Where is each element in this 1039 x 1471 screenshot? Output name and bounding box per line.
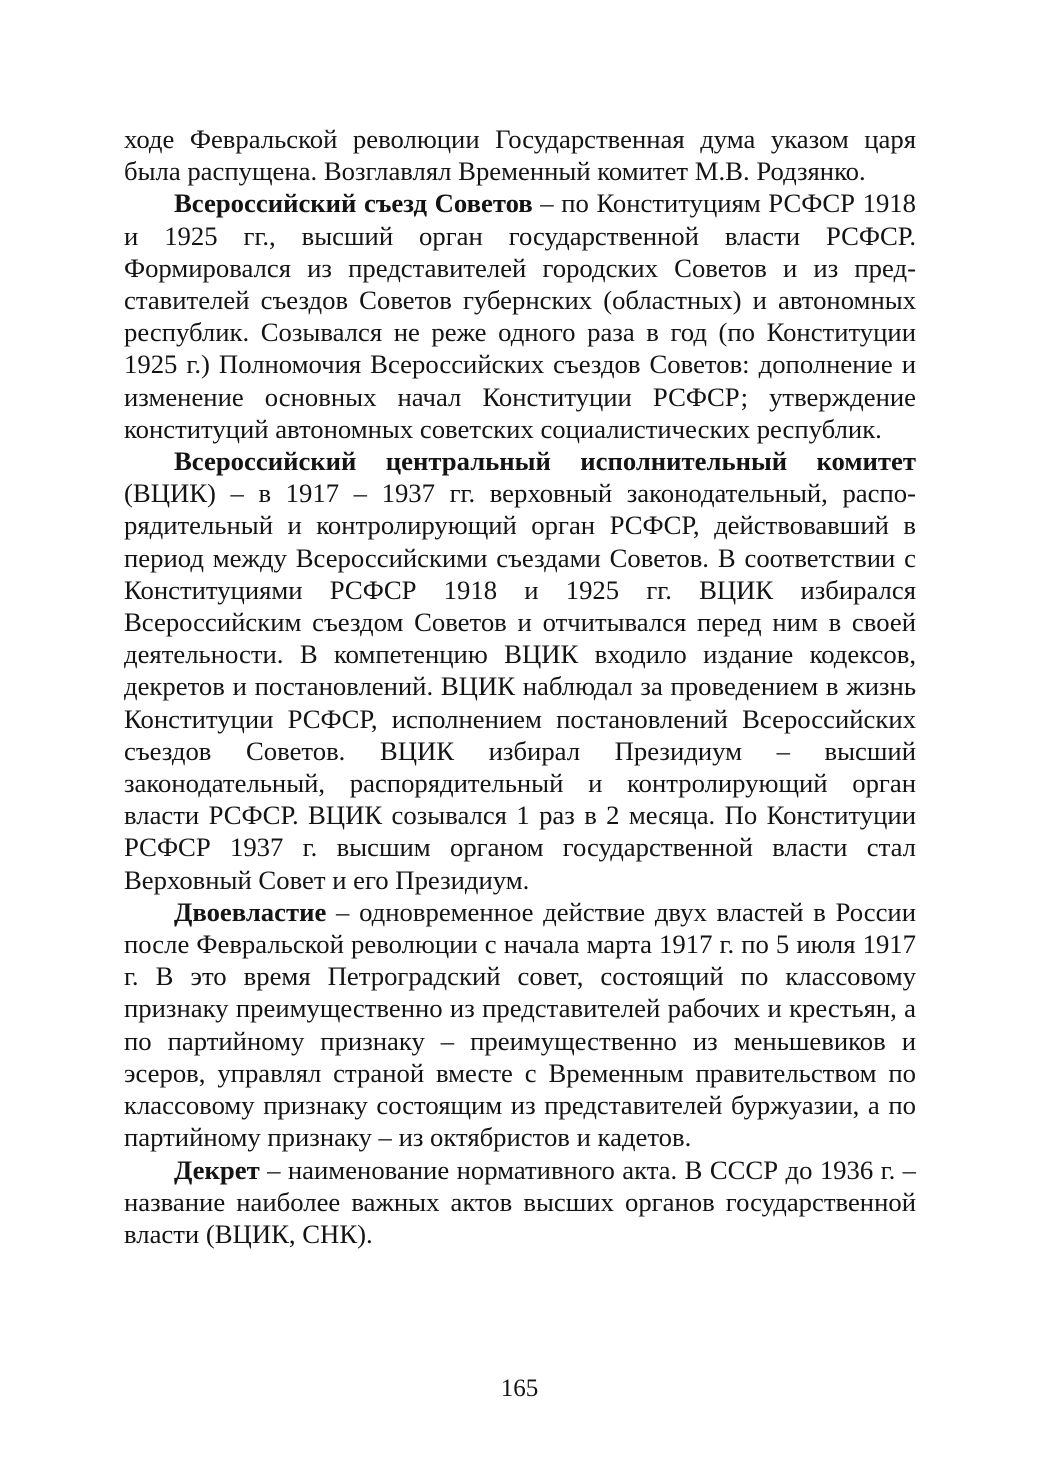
entry-definition: – по Конституциям РСФСР 1918 и 1925 гг., высший орган государственной власти РСФСР. Формировался из представителей городских Советов и из представителей съездов Советов губернских (областных) и автономных республик. Созывался не реже одного раза в год (по Конституции 1925 г.) Полномочия Всероссийских съездов Советов: дополнение и изменение основных начал Конституции РСФСР; утверждение конституций автономных советских социалистических республик.: [124, 188, 916, 444]
entry-definition: – одновременное действие двух властей в России после Февральской революции с начала марта 1917 г. по 5 июля 1917 г. В это время Петроградский совет, состоящий по классовому признаку преимущественно из представителей рабочих и крестьян, а по партийному признаку – преимущественно из меньшевиков и эсеров, управлял страной вместе с Временным правительством по классовому признаку состоящим из представителей буржуазии, а по партийному признаку – из октябристов и кадетов.: [124, 896, 916, 1153]
entry-term: Декрет: [174, 1154, 260, 1185]
entry-term: Всероссийский центральный исполнительный комитет: [174, 446, 916, 477]
entry-vserossiyskiy-sezd-sovetov: [124, 187, 916, 445]
page-number: 165: [500, 1375, 539, 1402]
continuation-paragraph: ходе Февральской революции Государственная дума указом царя была распущена. Возглавлял Временный комитет М.В. Родзянко.: [124, 124, 916, 187]
entry-definition: (ВЦИК) – в 1917 – 1937 гг. верховный законодательный, распорядительный и контролирующий орган РСФСР, действовавший в период между Всероссийскими съездами Советов. В соответствии с Конституциями РСФСР 1918 и 1925 гг. ВЦИК избирался Всероссийским съездом Советов и отчитывался перед ним в своей деятельности. В компетенцию ВЦИК входило издание кодексов, декретов и постановлений. ВЦИК наблюдал за проведением в жизнь Конституции РСФСР, исполнением постановлений Всероссийских съездов Советов. ВЦИК избирал Президиум – высший законодательный, распорядительный и контролирующий орган власти РСФСР. ВЦИК созывался 1 раз в 2 месяца. По Конституции РСФСР 1937 г. высшим органом государственной власти стал Верховный Совет и его Президиум.: [124, 478, 916, 895]
entry-dekret: [124, 1154, 916, 1251]
entry-term: Двоевластие: [174, 896, 327, 927]
page-body: [124, 123, 916, 1250]
entry-term: Всероссийский съезд Советов: [174, 188, 533, 219]
entry-dvoevlastie: [124, 896, 916, 1154]
entry-vtsik: [124, 445, 916, 896]
entry-definition: – наименование нормативного акта. В СССР до 1936 г. – название наиболее важных актов высших органов государственной власти (ВЦИК, СНК).: [124, 1154, 916, 1249]
